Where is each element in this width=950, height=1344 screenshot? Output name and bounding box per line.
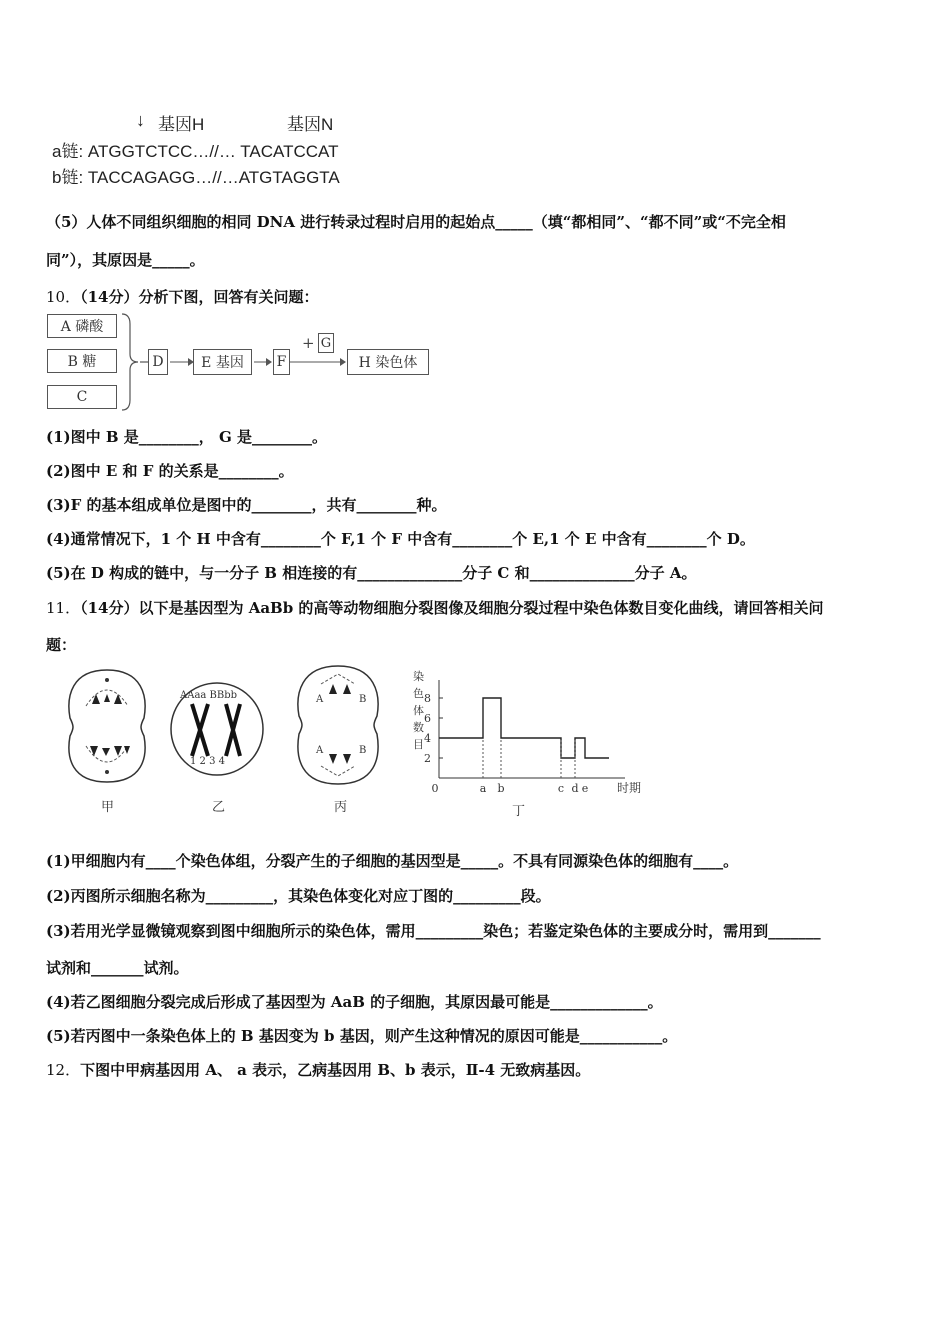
q10-stem: （14分）分析下图，回答有关问题： [80, 288, 319, 306]
bing-bottom-left: A [316, 745, 324, 756]
q11-sub4: (4)若乙图细胞分裂完成后形成了基因型为 AaB 的子细胞，其原因最可能是_____________。 [46, 993, 663, 1011]
x-tick-label-d: d [571, 782, 579, 795]
step-line [439, 698, 609, 758]
y-title-4: 数 [413, 721, 424, 734]
strand-a: a链: ATGGTCTCC…//… TACATCCAT [52, 142, 339, 161]
cell-jia [64, 666, 150, 786]
y-tick-label-8: 8 [424, 692, 431, 705]
q10-number: 10． [46, 288, 81, 306]
box-b: B 糖 [47, 349, 117, 373]
q9-5-line1: （5）人体不同组织细胞的相同 DNA 进行转录过程时启用的起始点_____（填“都相同”、“都不同”或“不完全相 [46, 213, 786, 231]
y-tick-label-4: 4 [424, 732, 431, 745]
x-tick-label-e: e [581, 782, 589, 795]
box-c: C [47, 385, 117, 409]
y-tick-label-6: 6 [424, 712, 431, 725]
q11-sub2: (2)丙图所示细胞名称为_________，其染色体变化对应丁图的_________段。 [46, 887, 551, 905]
label-ding: 丁 [512, 804, 526, 819]
q11-number: 11． [46, 599, 81, 617]
q12-line [46, 1059, 590, 1080]
q10-stem-line [46, 286, 318, 307]
q11-sub1: (1)甲细胞内有____个染色体组，分裂产生的子细胞的基因型是_____。不具有同源染色体的细胞有____。 [46, 852, 739, 870]
label-bing: 丙 [334, 800, 348, 815]
q11-sub3-line2: 试剂和_______试剂。 [46, 959, 189, 977]
yi-top-letters: AAaa BBbb [180, 690, 238, 701]
x-tick-label-b: b [497, 782, 505, 795]
bing-top-left: A [316, 694, 324, 705]
y-title-5: 目 [413, 738, 424, 751]
x-tick-label-a: a [479, 782, 487, 795]
y-title-2: 色 [413, 687, 424, 700]
q12-number: 12． [46, 1061, 81, 1079]
cell-bing [291, 662, 385, 788]
strand-b: b链: TACCAGAGG…//…ATGTAGGTA [52, 168, 340, 187]
y-title-3: 体 [413, 704, 424, 717]
yi-numbers: 1 2 3 4 [190, 756, 225, 767]
gene-n-label: 基因N [287, 115, 334, 134]
arrow-down-icon: ↓ [136, 110, 145, 130]
box-a: A 磷酸 [47, 314, 117, 338]
q11-sub3-line1: (3)若用光学显微镜观察到图中细胞所示的染色体，需用_________染色；若鉴定染色体的主要成分时，需用到_______ [46, 922, 821, 940]
q10-sub4: (4)通常情况下，1 个 H 中含有________个 F,1 个 F 中含有________个 E,1 个 E 中含有________个 D。 [46, 530, 755, 548]
box-h: H 染色体 [347, 349, 429, 375]
ding-svg [425, 660, 645, 800]
x-tick-label-0: 0 [431, 782, 439, 795]
q10-sub2: (2)图中 E 和 F 的关系是________。 [46, 462, 294, 480]
q11-stem: （14分）以下是基因型为 AaBb 的高等动物细胞分裂图像及细胞分裂过程中染色体数目变化曲线，请回答相关问 [80, 599, 824, 617]
x-tick-label-c: c [557, 782, 565, 795]
y-title-1: 染 [413, 670, 424, 683]
q10-sub3: (3)F 的基本组成单位是图中的________，共有________种。 [46, 496, 447, 514]
plus-sign: + [302, 334, 315, 352]
gene-h-label: 基因H [158, 115, 205, 134]
q10-sub5: (5)在 D 构成的链中，与一分子 B 相连接的有______________分子 C 和______________分子 A。 [46, 564, 697, 582]
label-yi: 乙 [212, 800, 226, 815]
q11-stem-line2: 题： [46, 636, 77, 654]
box-e: E 基因 [193, 349, 252, 375]
x-axis-title: 时期 [617, 781, 642, 795]
box-g: G [318, 333, 334, 353]
y-tick-label-2: 2 [424, 752, 431, 765]
box-f: F [273, 349, 290, 375]
bing-bottom-right: B [359, 745, 367, 756]
q12-text: 下图中甲病基因用 A、 a 表示，乙病基因用 B、b 表示，Ⅱ-4 无致病基因。 [80, 1061, 591, 1079]
q11-sub5: (5)若丙图中一条染色体上的 B 基因变为 b 基因，则产生这种情况的原因可能是___________。 [46, 1027, 678, 1045]
q11-stem-line1 [46, 597, 823, 618]
bing-top-right: B [359, 694, 367, 705]
box-d: D [148, 349, 168, 375]
label-jia: 甲 [101, 800, 115, 815]
q10-sub1: (1)图中 B 是________， G 是________。 [46, 428, 328, 446]
q9-5-line2: 同”），其原因是_____。 [46, 251, 205, 269]
